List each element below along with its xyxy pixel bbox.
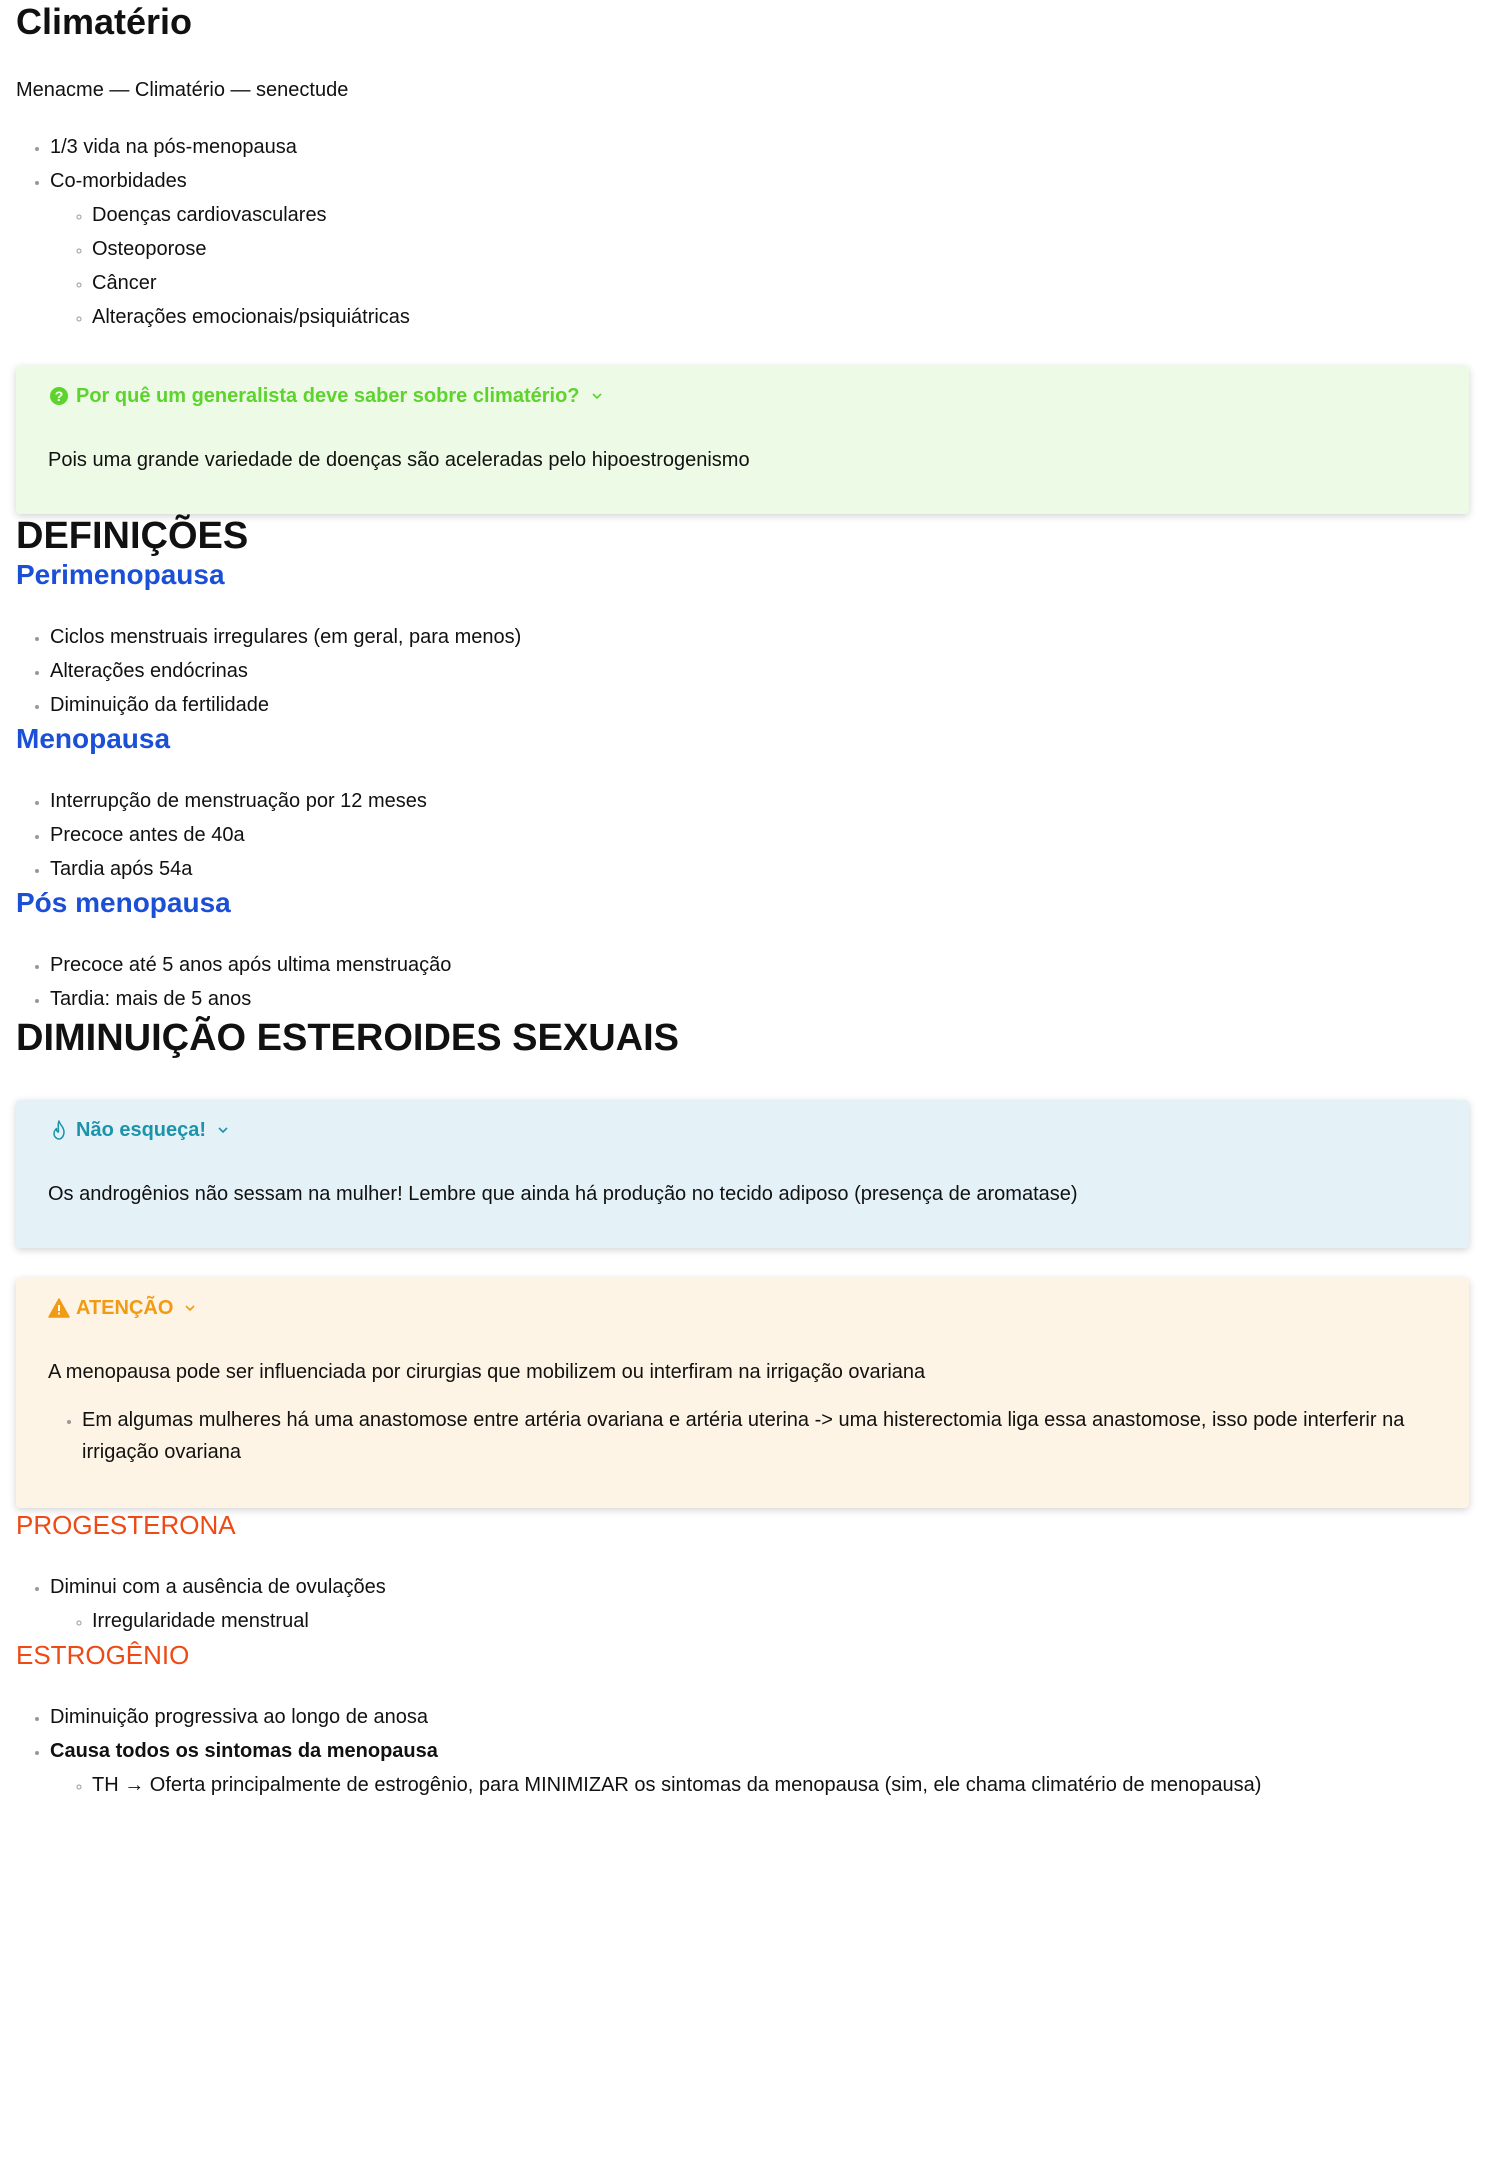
definitions-heading: DEFINIÇÕES [16, 515, 249, 557]
steroids-heading: DIMINUIÇÃO ESTEROIDES SEXUAIS [16, 1017, 679, 1059]
question-callout-body: Pois uma grande variedade de doenças são aceleradas pelo hipoestrogenismo [48, 449, 750, 471]
pos-menopausa-heading: Pós menopausa [16, 887, 231, 918]
list-item: ◦ TH → Oferta principalmente de estrogênio, para MINIMIZAR os sintomas da menopausa (sim, ele chama climatério de menopausa) [92, 1768, 1469, 1802]
estrogenio-heading: ESTROGÊNIO [16, 1640, 190, 1670]
menopausa-heading: Menopausa [16, 723, 171, 754]
warning-icon [48, 1297, 70, 1319]
list-item: ◦ Irregularidade menstrual [92, 1604, 1469, 1638]
list-item: • Diminuição da fertilidade [50, 688, 1469, 722]
progesterona-list [16, 1570, 1469, 1638]
reminder-callout-body: Os androgênios não sessam na mulher! Lembre que ainda há produção no tecido adiposo (presença de aromatase) [48, 1183, 1078, 1205]
list-item: • Tardia: mais de 5 anos [50, 982, 1469, 1016]
question-circle-icon [48, 385, 70, 407]
warning-callout-toggle[interactable] [48, 1292, 1437, 1324]
question-callout [16, 366, 1469, 514]
chevron-down-icon [588, 387, 606, 405]
perimenopausa-heading: Perimenopausa [16, 559, 225, 590]
svg-text:?: ? [54, 388, 64, 404]
perimenopausa-list [16, 620, 1469, 722]
question-callout-toggle[interactable] [48, 380, 1437, 412]
list-item-comorbidades [50, 164, 1469, 334]
list-item: • Em algumas mulheres há uma anastomose entre artéria ovariana e artéria uterina -> uma histerectomia liga essa anastomose, isso pode interferir na irrigação ovariana [82, 1404, 1437, 1468]
list-item-label: Co-morbidades [50, 170, 187, 192]
list-item: ◦ Osteoporose [92, 232, 1469, 266]
reminder-callout [16, 1100, 1469, 1248]
list-item [50, 1734, 1469, 1802]
warning-callout [16, 1278, 1469, 1508]
list-item-label: Diminui com a ausência de ovulações [50, 1576, 386, 1598]
list-item-label: Causa todos os sintomas da menopausa [50, 1740, 438, 1762]
reminder-callout-heading: Não esqueça! [76, 1119, 207, 1141]
list-item [50, 1570, 1469, 1638]
list-item: • Alterações endócrinas [50, 654, 1469, 688]
estrogenio-sublist [50, 1768, 1469, 1802]
warning-callout-body: A menopausa pode ser influenciada por cirurgias que mobilizem ou interfiram na irrigação ovariana [48, 1361, 926, 1383]
question-callout-heading: Por quê um generalista deve saber sobre climatério? [76, 385, 580, 407]
flame-icon [48, 1119, 70, 1141]
menopausa-list [16, 784, 1469, 886]
progesterona-sublist [50, 1604, 1469, 1638]
warning-list [48, 1404, 1437, 1468]
list-item: • Interrupção de menstruação por 12 meses [50, 784, 1469, 818]
chevron-down-icon [214, 1121, 232, 1139]
pos-menopausa-list [16, 948, 1469, 1016]
intro-list [16, 130, 1469, 334]
list-item: • 1/3 vida na pós-menopausa [50, 130, 1469, 164]
list-item: • Precoce até 5 anos após ultima menstruação [50, 948, 1469, 982]
list-item: ◦ Doenças cardiovasculares [92, 198, 1469, 232]
reminder-callout-toggle[interactable] [48, 1114, 1437, 1146]
list-item: • Precoce antes de 40a [50, 818, 1469, 852]
warning-callout-heading: ATENÇÃO [76, 1297, 174, 1319]
page-title: Climatério [16, 1, 193, 42]
list-item: • Ciclos menstruais irregulares (em geral, para menos) [50, 620, 1469, 654]
chevron-down-icon [181, 1299, 199, 1317]
comorbidades-sublist [50, 198, 1469, 334]
list-item: ◦ Alterações emocionais/psiquiátricas [92, 300, 1469, 334]
subtitle-text: Menacme — Climatério — senectude [16, 79, 349, 101]
list-item: • Tardia após 54a [50, 852, 1469, 886]
progesterona-heading: PROGESTERONA [16, 1510, 236, 1540]
estrogenio-list [16, 1700, 1469, 1802]
list-item: • Diminuição progressiva ao longo de anosa [50, 1700, 1469, 1734]
list-item: ◦ Câncer [92, 266, 1469, 300]
